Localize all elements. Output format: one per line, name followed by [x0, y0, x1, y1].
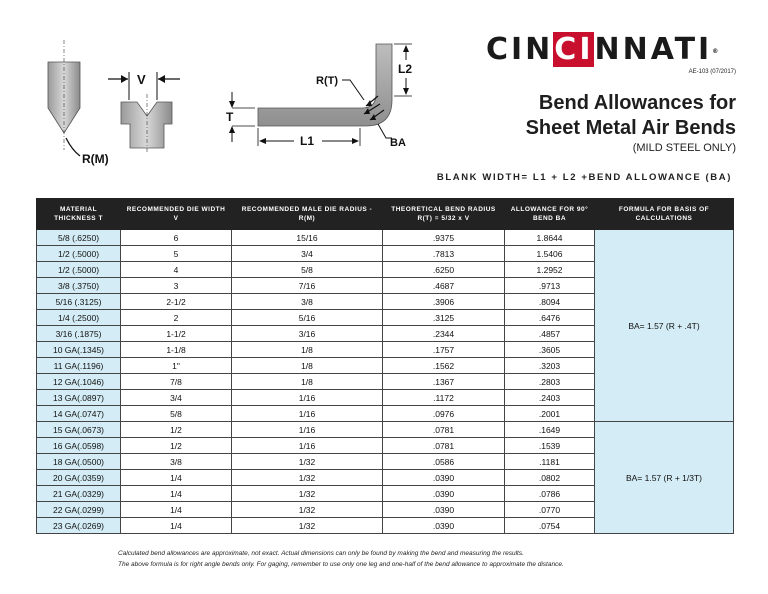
thickness-cell: 1/2 (.5000): [37, 262, 121, 278]
header-bend-radius: THEORETICAL BEND RADIUS R(T) = 5/32 x V: [383, 199, 505, 230]
page-title-line1: Bend Allowances for: [538, 92, 736, 114]
thickness-cell: 10 GA(.1345): [37, 342, 121, 358]
bend-radius-cell: .1757: [383, 342, 505, 358]
allowance-cell: 1.5406: [505, 246, 595, 262]
die-width-cell: 5/8: [121, 406, 232, 422]
thickness-cell: 23 GA(.0269): [37, 518, 121, 534]
thickness-cell: 5/8 (.6250): [37, 230, 121, 246]
die-width-cell: 1/4: [121, 518, 232, 534]
male-radius-cell: 1/8: [232, 342, 383, 358]
l2-label: L2: [398, 62, 413, 76]
thickness-cell: 12 GA(.1046): [37, 374, 121, 390]
male-radius-cell: 1/8: [232, 358, 383, 374]
die-width-cell: 6: [121, 230, 232, 246]
allowance-cell: .2001: [505, 406, 595, 422]
bend-allowance-table: [36, 198, 734, 534]
male-radius-cell: 7/16: [232, 278, 383, 294]
rt-label: R(T): [316, 75, 338, 87]
header-formula: FORMULA FOR BASIS OF CALCULATIONS: [595, 199, 734, 230]
allowance-cell: .3203: [505, 358, 595, 374]
document-number: AE-103 (07/2017): [688, 69, 736, 75]
male-radius-cell: 1/16: [232, 422, 383, 438]
bend-radius-cell: .7813: [383, 246, 505, 262]
punch-radius-label: R(M): [82, 152, 109, 166]
allowance-cell: .1539: [505, 438, 595, 454]
bent-part: [226, 44, 412, 149]
table-row: [37, 230, 734, 246]
die-width-cell: 7/8: [121, 374, 232, 390]
die-width-cell: 1/4: [121, 470, 232, 486]
male-radius-cell: 5/16: [232, 310, 383, 326]
die-width-cell: 1/4: [121, 502, 232, 518]
die-width-label: V: [137, 72, 146, 87]
header-allowance: ALLOWANCE FOR 90° BEND BA: [505, 199, 595, 230]
die-width-cell: 1/4: [121, 486, 232, 502]
bend-radius-cell: .0390: [383, 518, 505, 534]
male-radius-cell: 1/32: [232, 454, 383, 470]
header-male-die-radius: RECOMMENDED MALE DIE RADIUS - R(M): [232, 199, 383, 230]
header-material-thickness: MATERIAL THICKNESS T: [37, 199, 121, 230]
bend-radius-cell: .1562: [383, 358, 505, 374]
male-radius-cell: 1/32: [232, 470, 383, 486]
bend-radius-cell: .4687: [383, 278, 505, 294]
die-width-cell: 2-1/2: [121, 294, 232, 310]
footnote: The above formula is for right angle bends only. For gaging, remember to use only one leg and one-half of the bend allowance to approximate the distance.: [118, 561, 564, 568]
bend-radius-cell: .0390: [383, 470, 505, 486]
allowance-cell: .0802: [505, 470, 595, 486]
bend-radius-cell: .6250: [383, 262, 505, 278]
thickness-cell: 16 GA(.0598): [37, 438, 121, 454]
allowance-cell: .8094: [505, 294, 595, 310]
die-width-cell: 3/4: [121, 390, 232, 406]
male-radius-cell: 1/16: [232, 390, 383, 406]
thickness-cell: 3/16 (.1875): [37, 326, 121, 342]
bend-radius-cell: .2344: [383, 326, 505, 342]
bend-radius-cell: .1172: [383, 390, 505, 406]
table-row: [37, 422, 734, 438]
thickness-cell: 3/8 (.3750): [37, 278, 121, 294]
male-radius-cell: 1/8: [232, 374, 383, 390]
footnote: Calculated bend allowances are approximate, not exact. Actual dimensions can only be found by making the bend and measuring the results.: [118, 550, 524, 557]
allowance-cell: .2403: [505, 390, 595, 406]
male-radius-cell: 1/16: [232, 406, 383, 422]
die-width-cell: 1/2: [121, 422, 232, 438]
bend-radius-cell: .3125: [383, 310, 505, 326]
allowance-cell: .0786: [505, 486, 595, 502]
allowance-cell: .0770: [505, 502, 595, 518]
allowance-cell: .1649: [505, 422, 595, 438]
thickness-cell: 14 GA(.0747): [37, 406, 121, 422]
bend-radius-cell: .1367: [383, 374, 505, 390]
page-title-line2: Sheet Metal Air Bends: [525, 117, 736, 139]
thickness-cell: 18 GA(.0500): [37, 454, 121, 470]
allowance-cell: .2803: [505, 374, 595, 390]
allowance-cell: .9713: [505, 278, 595, 294]
bend-radius-cell: .0781: [383, 422, 505, 438]
die-width-cell: 1": [121, 358, 232, 374]
male-radius-cell: 3/8: [232, 294, 383, 310]
die-width-cell: 1-1/8: [121, 342, 232, 358]
formula-cell: BA= 1.57 (R + .4T): [595, 230, 734, 422]
bend-radius-cell: .0586: [383, 454, 505, 470]
ba-label: BA: [390, 137, 406, 149]
thickness-cell: 13 GA(.0897): [37, 390, 121, 406]
thickness-label: T: [226, 110, 234, 124]
bend-radius-cell: .0390: [383, 486, 505, 502]
die-width-cell: 2: [121, 310, 232, 326]
thickness-cell: 1/4 (.2500): [37, 310, 121, 326]
l1-label: L1: [300, 134, 315, 148]
blank-width-formula: BLANK WIDTH= L1 + L2 +BEND ALLOWANCE (BA): [436, 172, 732, 183]
allowance-cell: .1181: [505, 454, 595, 470]
male-radius-cell: 1/16: [232, 438, 383, 454]
allowance-cell: .4857: [505, 326, 595, 342]
bend-radius-cell: .0390: [383, 502, 505, 518]
die-width-cell: 1-1/2: [121, 326, 232, 342]
allowance-cell: .6476: [505, 310, 595, 326]
bend-radius-cell: .9375: [383, 230, 505, 246]
thickness-cell: 20 GA(.0359): [37, 470, 121, 486]
thickness-cell: 11 GA(.1196): [37, 358, 121, 374]
bend-radius-cell: .3906: [383, 294, 505, 310]
formula-cell: BA= 1.57 (R + 1/3T): [595, 422, 734, 534]
footnotes: [118, 548, 564, 570]
die-width-cell: 4: [121, 262, 232, 278]
male-radius-cell: 1/32: [232, 518, 383, 534]
cincinnati-logo: CINCINNATI®: [486, 32, 719, 67]
male-radius-cell: 15/16: [232, 230, 383, 246]
allowance-cell: .0754: [505, 518, 595, 534]
punch-tool: [48, 40, 109, 166]
thickness-cell: 21 GA(.0329): [37, 486, 121, 502]
bend-radius-cell: .0976: [383, 406, 505, 422]
thickness-cell: 15 GA(.0673): [37, 422, 121, 438]
thickness-cell: 22 GA(.0299): [37, 502, 121, 518]
allowance-cell: 1.8644: [505, 230, 595, 246]
male-radius-cell: 1/32: [232, 502, 383, 518]
page-subtitle: (MILD STEEL ONLY): [632, 142, 736, 154]
male-radius-cell: 5/8: [232, 262, 383, 278]
die-width-cell: 1/2: [121, 438, 232, 454]
male-radius-cell: 1/32: [232, 486, 383, 502]
male-radius-cell: 3/16: [232, 326, 383, 342]
bend-radius-cell: .0781: [383, 438, 505, 454]
table-header-row: [37, 199, 734, 230]
allowance-cell: 1.2952: [505, 262, 595, 278]
thickness-cell: 5/16 (.3125): [37, 294, 121, 310]
header-die-width: RECOMMENDED DIE WIDTH V: [121, 199, 232, 230]
thickness-cell: 1/2 (.5000): [37, 246, 121, 262]
allowance-cell: .3605: [505, 342, 595, 358]
die-width-cell: 5: [121, 246, 232, 262]
die-width-cell: 3/8: [121, 454, 232, 470]
die-tool: [108, 72, 180, 152]
die-width-cell: 3: [121, 278, 232, 294]
male-radius-cell: 3/4: [232, 246, 383, 262]
